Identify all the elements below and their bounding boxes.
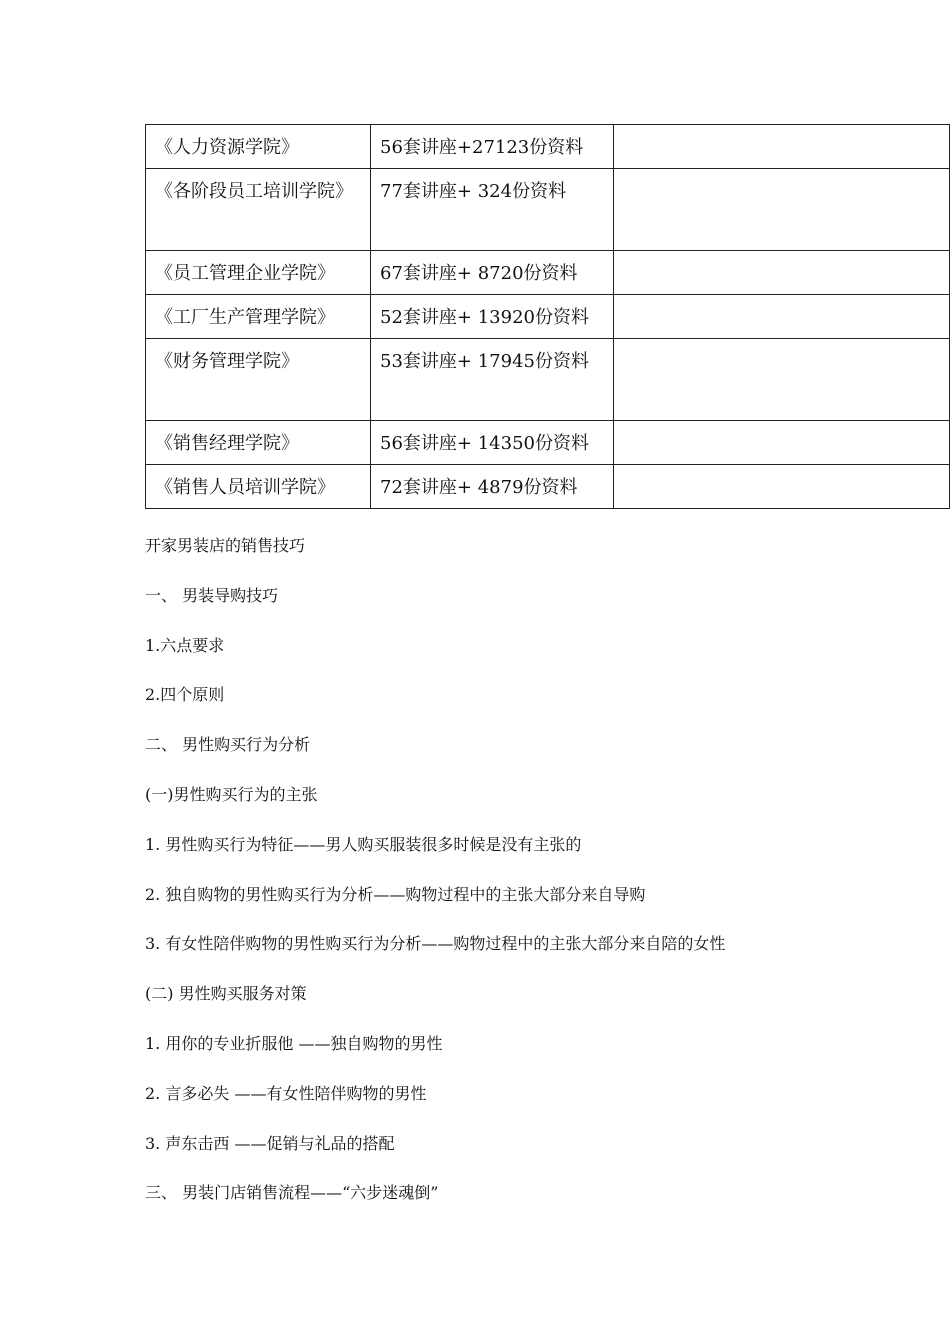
empty-cell [614,125,950,169]
college-name-cell: 《人力资源学院》 [146,125,371,169]
list-item: 2. 独自购物的男性购买行为分析——购物过程中的主张大部分来自导购 [145,884,646,904]
table-row [146,125,950,169]
table-row [146,169,950,251]
section-heading: 二、 男性购买行为分析 [145,735,311,755]
resource-count-cell: 72套讲座+ 4879份资料 [371,465,614,509]
table-row [146,421,950,465]
resource-count-cell: 56套讲座+ 14350份资料 [371,421,614,465]
section-heading: 一、 男装导购技巧 [145,585,279,605]
article-body [145,528,925,1225]
college-name-cell: 《财务管理学院》 [146,339,371,421]
list-item: 1. 男性购买行为特征——男人购买服装很多时候是没有主张的 [145,834,582,854]
resource-count-cell: 52套讲座+ 13920份资料 [371,295,614,339]
table-row [146,339,950,421]
college-name-cell: 《员工管理企业学院》 [146,251,371,295]
course-catalog-table [145,124,950,509]
subsection-heading: (一)男性购买行为的主张 [145,784,318,804]
list-item: 3. 声东击西 ——促销与礼品的搭配 [145,1133,395,1153]
empty-cell [614,169,950,251]
college-name-cell: 《工厂生产管理学院》 [146,295,371,339]
empty-cell [614,465,950,509]
table-row [146,251,950,295]
table-row [146,295,950,339]
resource-count-cell: 53套讲座+ 17945份资料 [371,339,614,421]
empty-cell [614,421,950,465]
empty-cell [614,251,950,295]
empty-cell [614,339,950,421]
resource-count-cell: 77套讲座+ 324份资料 [371,169,614,251]
college-name-cell: 《销售经理学院》 [146,421,371,465]
list-item: 3. 有女性陪伴购物的男性购买行为分析——购物过程中的主张大部分来自陪的女性 [145,934,726,954]
resource-count-cell: 67套讲座+ 8720份资料 [371,251,614,295]
list-item: 2.四个原则 [145,685,225,705]
college-name-cell: 《各阶段员工培训学院》 [146,169,371,251]
list-item: 2. 言多必失 ——有女性陪伴购物的男性 [145,1083,427,1103]
table-row [146,465,950,509]
list-item: 1. 用你的专业折服他 ——独自购物的男性 [145,1033,443,1053]
empty-cell [614,295,950,339]
list-item: 1.六点要求 [145,635,225,655]
subsection-heading: (二) 男性购买服务对策 [145,984,307,1004]
section-heading: 三、 男装门店销售流程——“六步迷魂倒” [145,1183,439,1203]
article-title: 开家男装店的销售技巧 [145,536,306,555]
college-name-cell: 《销售人员培训学院》 [146,465,371,509]
resource-count-cell: 56套讲座+27123份资料 [371,125,614,169]
